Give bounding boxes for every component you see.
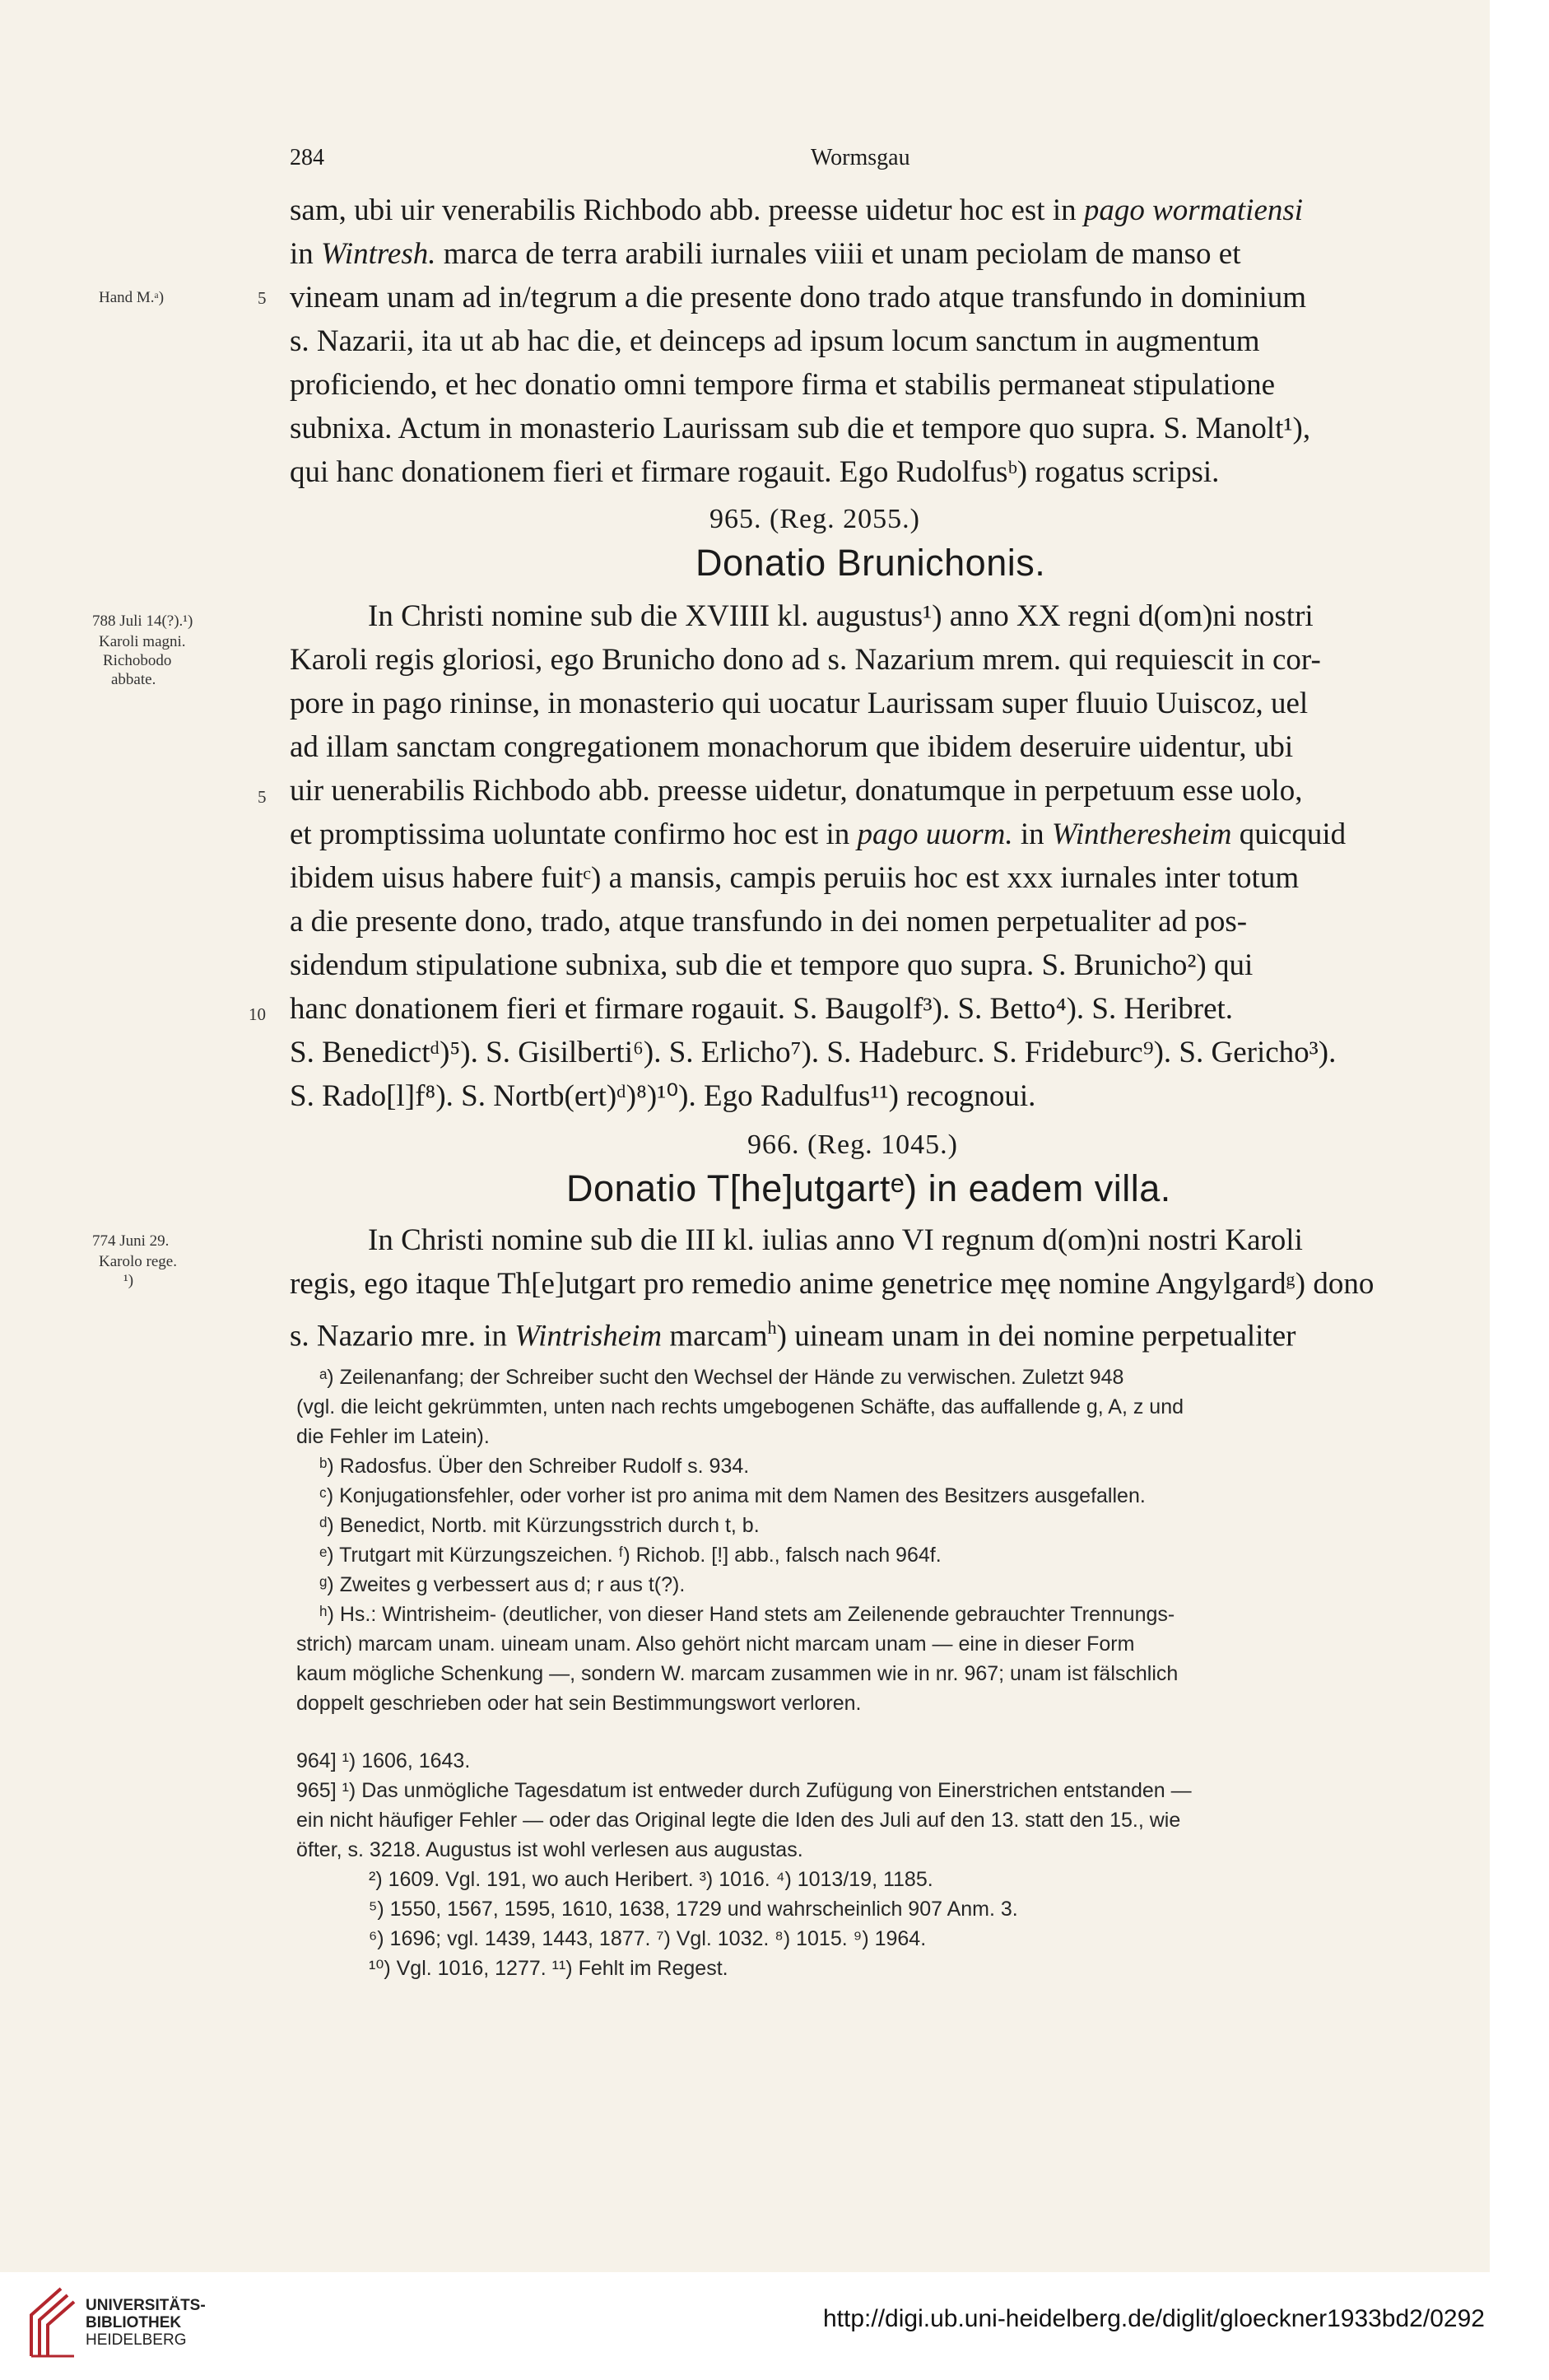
footnote-line: ⁶) 1696; vgl. 1439, 1443, 1877. ⁷) Vgl. 1032. ⁸) 1015. ⁹) 1964.	[369, 1927, 927, 1950]
text-line: In Christi nomine sub die III kl. iulias anno VI regnum d(om)ni nostri Karoli	[368, 1223, 1303, 1257]
footnote-line: öfter, s. 3218. Augustus ist wohl verlesen aus augustas.	[296, 1838, 803, 1861]
library-logo-icon	[25, 2282, 82, 2364]
line-number: 5	[258, 288, 267, 308]
document-number: 965. (Reg. 2055.)	[709, 504, 920, 534]
document-title: Donatio Brunichonis.	[695, 542, 1046, 584]
footnote-line: ein nicht häufiger Fehler — oder das Original legte die Iden des Juli auf den 13. statt den 15., wie	[296, 1809, 1181, 1832]
margin-note-line: Karoli magni.	[99, 633, 186, 650]
footnote-line: (vgl. die leicht gekrümmten, unten nach rechts umgebogenen Schäfte, das auffallende g, A, z und	[296, 1395, 1184, 1418]
margin-note-date: 774 Juni 29.	[92, 1232, 170, 1250]
footnote-line: strich) marcam unam. uineam unam. Also gehört nicht marcam unam — eine in dieser Form	[296, 1632, 1135, 1656]
text-line: S. Benedictᵈ)⁵). S. Gisilberti⁶). S. Erlicho⁷). S. Hadeburc. S. Frideburc⁹). S. Gericho³).	[290, 1036, 1337, 1069]
margin-note-date: 788 Juli 14(?).¹)	[92, 612, 193, 630]
footnote-line: ᵃ) Zeilenanfang; der Schreiber sucht den Wechsel der Hände zu verwischen. Zuletzt 948	[319, 1366, 1124, 1389]
text-line: qui hanc donationem fieri et firmare rogauit. Ego Rudolfusᵇ) rogatus scripsi.	[290, 455, 1220, 489]
footnote-line: ᶜ) Konjugationsfehler, oder vorher ist pro anima mit dem Namen des Besitzers ausgefallen.	[319, 1484, 1146, 1507]
document-number: 966. (Reg. 1045.)	[747, 1129, 958, 1160]
text-line: sam, ubi uir venerabilis Richbodo abb. preesse uidetur hoc est in pago wormatiensi	[290, 193, 1304, 227]
permalink-url[interactable]: http://digi.ub.uni-heidelberg.de/diglit/gloeckner1933bd2/0292	[823, 2305, 1485, 2332]
text-line: Karoli regis gloriosi, ego Brunicho dono ad s. Nazarium mrem. qui requiescit in cor-	[290, 643, 1321, 677]
text-line: et promptissima uoluntate confirmo hoc est in pago uuorm. in Wintheresheim quicquid	[290, 817, 1347, 851]
text-line: uir uenerabilis Richbodo abb. preesse uidetur, donatumque in perpetuum esse uolo,	[290, 774, 1303, 808]
footnote-line: ʰ) Hs.: Wintrisheim- (deutlicher, von dieser Hand stets am Zeilenende gebrauchter Trennungs-	[319, 1603, 1175, 1626]
margin-note: Hand M.ᵃ)	[99, 289, 165, 306]
text-line: s. Nazarii, ita ut ab hac die, et deinceps ad ipsum locum sanctum in augmentum	[290, 324, 1260, 358]
text-line: ibidem uisus habere fuitᶜ) a mansis, campis peruiis hoc est xxx iurnales inter totum	[290, 861, 1300, 895]
margin-note-line: Richobodo	[103, 652, 172, 669]
document-title: Donatio T[he]utgartᵉ) in eadem villa.	[566, 1167, 1171, 1209]
margin-note-line: abbate.	[111, 671, 156, 688]
footnote-line: ᵍ) Zweites g verbessert aus d; r aus t(?).	[319, 1573, 686, 1596]
line-number: 10	[249, 1004, 266, 1024]
text-line: in Wintresh. marca de terra arabili iurnales viiii et unam peciolam de manso et	[290, 237, 1241, 271]
footnote-line: ¹⁰) Vgl. 1016, 1277. ¹¹) Fehlt im Regest.	[369, 1957, 728, 1980]
text-line: hanc donationem fieri et firmare rogauit. S. Baugolf³). S. Betto⁴). S. Heribret.	[290, 992, 1234, 1026]
text-line: ad illam sanctam congregationem monachorum que ibidem deseruire uidentur, ubi	[290, 730, 1294, 764]
footnote-line: ²) 1609. Vgl. 191, wo auch Heribert. ³) 1016. ⁴) 1013/19, 1185.	[369, 1868, 933, 1891]
text-line: sidendum stipulatione subnixa, sub die et tempore quo supra. S. Brunicho²) qui	[290, 948, 1254, 982]
text-line: a die presente dono, trado, atque transfundo in dei nomen perpetualiter ad pos-	[290, 905, 1248, 938]
viewer-footer	[0, 2272, 1549, 2380]
text-line: regis, ego itaque Th[e]utgart pro remedio anime genetrice męę nomine Angylgardᵍ) dono	[290, 1267, 1375, 1301]
footnote-line: kaum mögliche Schenkung —, sondern W. marcam zusammen wie in nr. 967; unam ist fälschlich	[296, 1662, 1179, 1685]
margin-note-line: ¹)	[123, 1272, 134, 1289]
library-name: UNIVERSITÄTS- BIBLIOTHEK HEIDELBERG	[86, 2297, 206, 2349]
footnote-line: 965] ¹) Das unmögliche Tagesdatum ist entweder durch Zufügung von Einerstrichen entstanden —	[296, 1779, 1192, 1802]
footnote-line: ᵉ) Trutgart mit Kürzungszeichen. ᶠ) Richob. [!] abb., falsch nach 964f.	[319, 1544, 942, 1567]
footnote-line: ᵈ) Benedict, Nortb. mit Kürzungsstrich durch t, b.	[319, 1514, 760, 1537]
text-line: s. Nazario mre. in Wintrisheim marcam$^h$) uineam unam in dei nomine perpetualiter	[290, 1317, 1296, 1353]
margin-note-line: Karolo rege.	[99, 1253, 177, 1270]
footnote-line: die Fehler im Latein).	[296, 1425, 490, 1448]
text-line: pore in pago rininse, in monasterio qui uocatur Laurissam super fluuio Uuiscoz, uel	[290, 687, 1309, 720]
page-number: 284	[290, 145, 324, 170]
text-line: subnixa. Actum in monasterio Laurissam sub die et tempore quo supra. S. Manolt¹),	[290, 412, 1311, 445]
footnote-line: ⁵) 1550, 1567, 1595, 1610, 1638, 1729 und wahrscheinlich 907 Anm. 3.	[369, 1898, 1018, 1921]
line-number: 5	[258, 787, 267, 807]
text-line: vineam unam ad in/tegrum a die presente dono trado atque transfundo in dominium	[290, 281, 1307, 314]
footnote-line: doppelt geschrieben oder hat sein Bestimmungswort verloren.	[296, 1692, 862, 1715]
text-line: proficiendo, et hec donatio omni tempore firma et stabilis permaneat stipulatione	[290, 368, 1275, 402]
text-line: S. Rado[l]f⁸). S. Nortb(ert)ᵈ)⁸)¹⁰). Ego Radulfus¹¹) recognoui.	[290, 1079, 1036, 1113]
running-head-title: Wormsgau	[811, 145, 910, 170]
text-line: In Christi nomine sub die XVIIII kl. augustus¹) anno XX regni d(om)ni nostri	[368, 599, 1314, 633]
footnote-line: ᵇ) Radosfus. Über den Schreiber Rudolf s. 934.	[319, 1455, 750, 1478]
footnote-line: 964] ¹) 1606, 1643.	[296, 1749, 471, 1772]
